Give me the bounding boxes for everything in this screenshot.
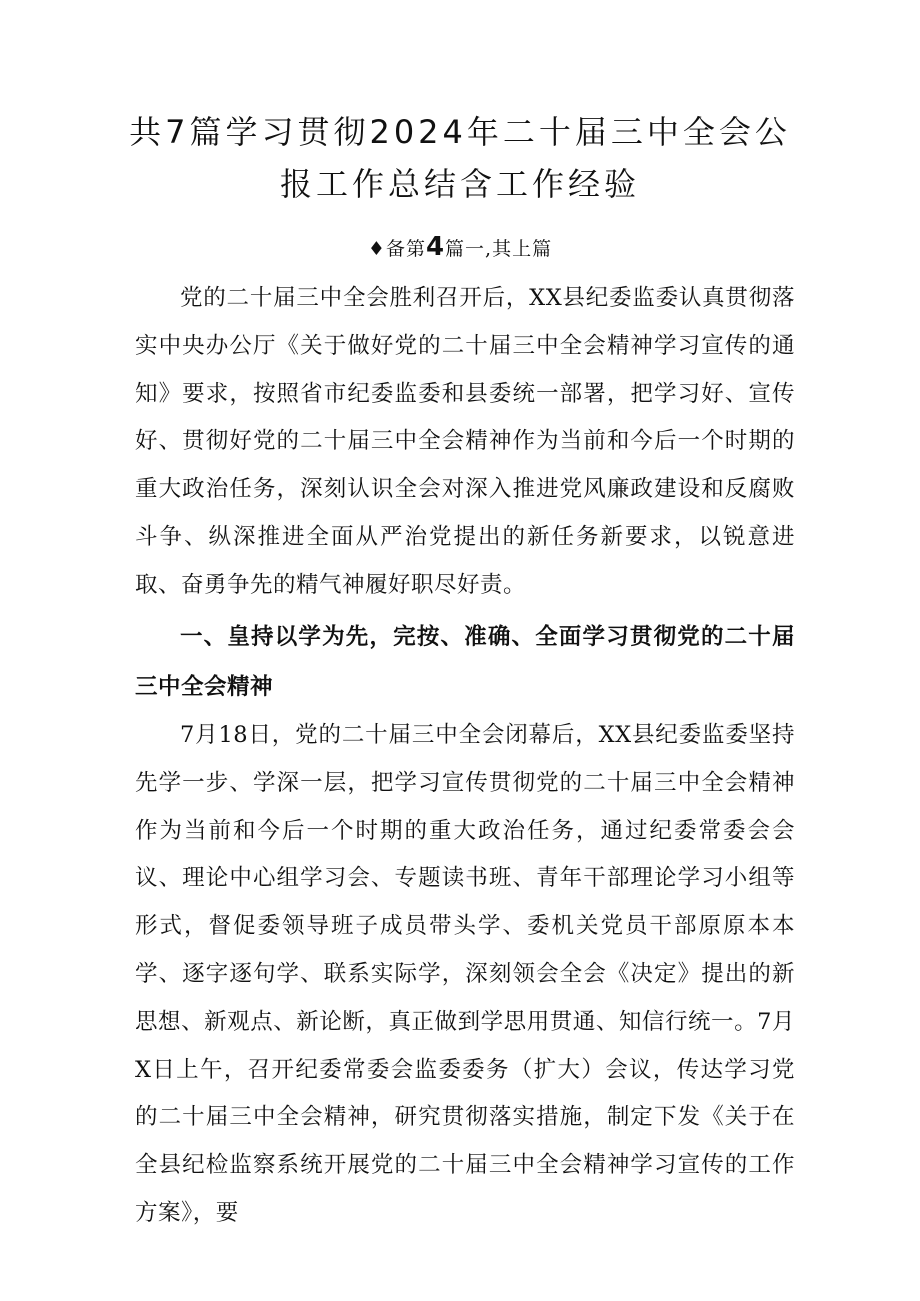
section-heading-1: 一、皇持以学为先，完按、准确、全面学习贯彻党的二十届三中全会精神 xyxy=(135,624,795,700)
body-paragraph-2: 7月18日，党的二十届三中全会闭幕后，XX县纪委监委坚持先学一步、学深一层，把学习宣传贯彻党的二十届三中全会精神作为当前和今后一个时期的重大政治任务，通过纪委常委会会议、理论中心组学习会、专题读书班、青年干部理论学习小组等形式，督促委领导班子成员带头学、委机关党员干部原原本本学、逐字逐句学、联系实际学，深刻领会全会《决定》提出的新思想、新观点、新论断，真正做到学思用贯通、知信行统一。7月X日上午，召开纪委常委会监委委务（扩大）会议，传达学习党的二十届三中全会精神，研究贯彻落实措施，制定下发《关于在全县纪检监察系统开展党的二十届三中全会精神学习宣传的工作方案》，要 xyxy=(135,722,795,1226)
document-title-line-2: 报工作总结含工作经验 xyxy=(279,165,640,203)
document-subtitle xyxy=(0,232,920,264)
body-paragraph-1: 党的二十届三中全会胜利召开后，XX县纪委监委认真贯彻落实中央办公厅《关于做好党的二十届三中全会精神学习宣传的通知》要求，按照省市纪委监委和县委统一部署，把学习好、宣传好、贯彻好党的二十届三中全会精神作为当前和今后一个时期的重大政治任务，深刻认识全会对深入推进党风廉政建设和反腐败斗争、纵深推进全面从严治党提出的新任务新要求，以锐意进取、奋勇争先的精气神履好职尽好责。 xyxy=(135,285,795,598)
document-title-line-1: 共7篇学习贯彻2024年二十届三中全会公 xyxy=(129,113,791,151)
subtitle-suffix: 篇一,其上篇 xyxy=(445,238,553,260)
subtitle-prefix: ♦备第 xyxy=(367,238,426,260)
subtitle-number: 4 xyxy=(425,232,446,262)
